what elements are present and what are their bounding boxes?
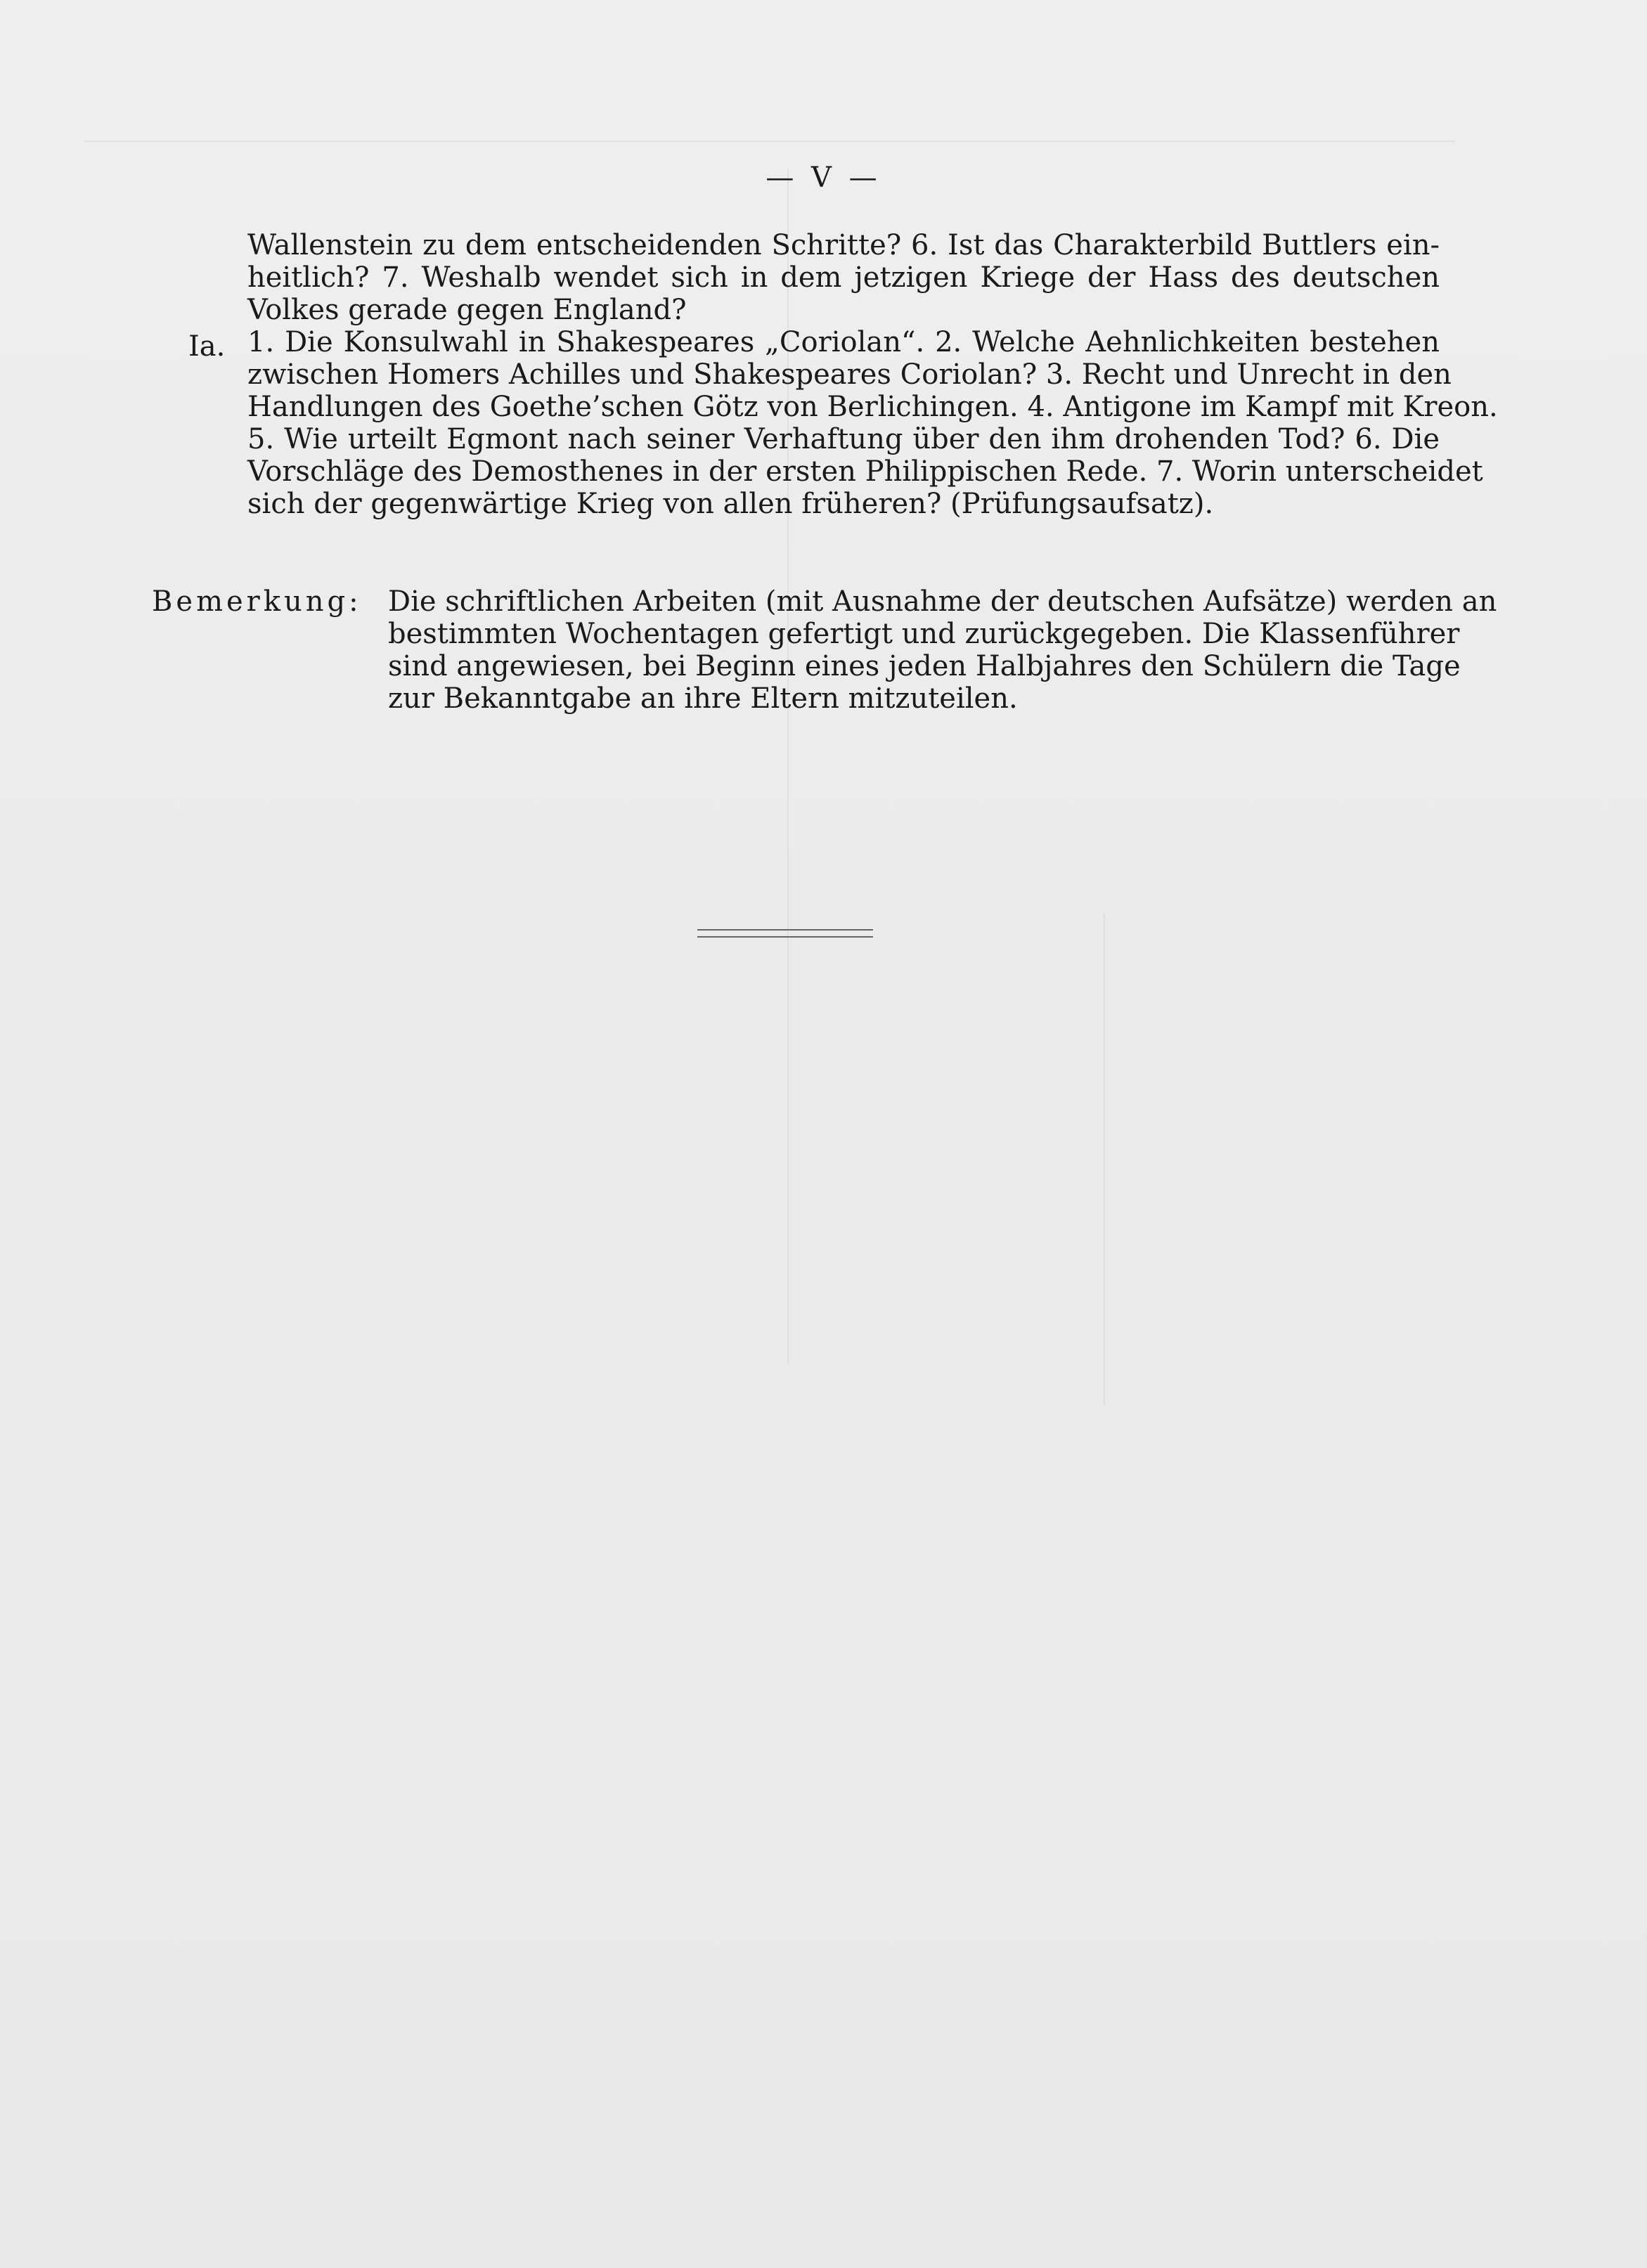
remark-text	[388, 585, 1497, 715]
text-line: sich der gegenwärtige Krieg von allen früheren? (Prüfungsaufsatz).	[247, 488, 1214, 520]
remark-label: Bemerkung:	[152, 585, 362, 618]
text-line: 1. Die Konsulwahl in Shakespeares „Coriolan“. 2. Welche Aehnlichkeiten bestehen	[247, 326, 1440, 358]
section-divider	[697, 929, 873, 938]
text-line: Handlungen des Goethe’schen Götz von Berlichingen. 4. Antigone im Kampf mit Kreon.	[247, 391, 1498, 423]
text-line: bestimmten Wochentagen gefertigt und zurückgegeben. Die Klassenführer	[388, 618, 1460, 650]
bleed-through-line	[84, 141, 1455, 142]
text-line: sind angewiesen, bei Beginn eines jeden Halbjahres den Schülern die Tage	[388, 650, 1461, 682]
text-line: zur Bekanntgabe an ihre Eltern mitzuteilen.	[388, 682, 1018, 715]
text-line: Vorschläge des Demosthenes in der ersten Philippischen Rede. 7. Worin unterscheidet	[247, 455, 1483, 488]
text-line: Die schriftlichen Arbeiten (mit Ausnahme der deutschen Aufsätze) werden an	[388, 585, 1497, 618]
text-line: zwischen Homers Achilles und Shakespeares Coriolan? 3. Recht und Unrecht in den	[247, 358, 1452, 391]
text-line: heitlich? 7. Weshalb wendet sich in dem jetzigen Kriege der Hass des deutschen	[247, 261, 1440, 294]
page-number: — V —	[766, 162, 881, 194]
class-ia-text	[247, 326, 1498, 520]
class-label: Ia.	[188, 330, 226, 363]
text-line: 5. Wie urteilt Egmont nach seiner Verhaftung über den ihm drohenden Tod? 6. Die	[247, 423, 1440, 455]
previous-section-text	[247, 229, 1440, 326]
text-line: Wallenstein zu dem entscheidenden Schritte? 6. Ist das Charakterbild Buttlers ein-	[247, 229, 1440, 261]
text-line: Volkes gerade gegen England?	[247, 294, 687, 326]
bleed-through-line	[1104, 914, 1105, 1406]
